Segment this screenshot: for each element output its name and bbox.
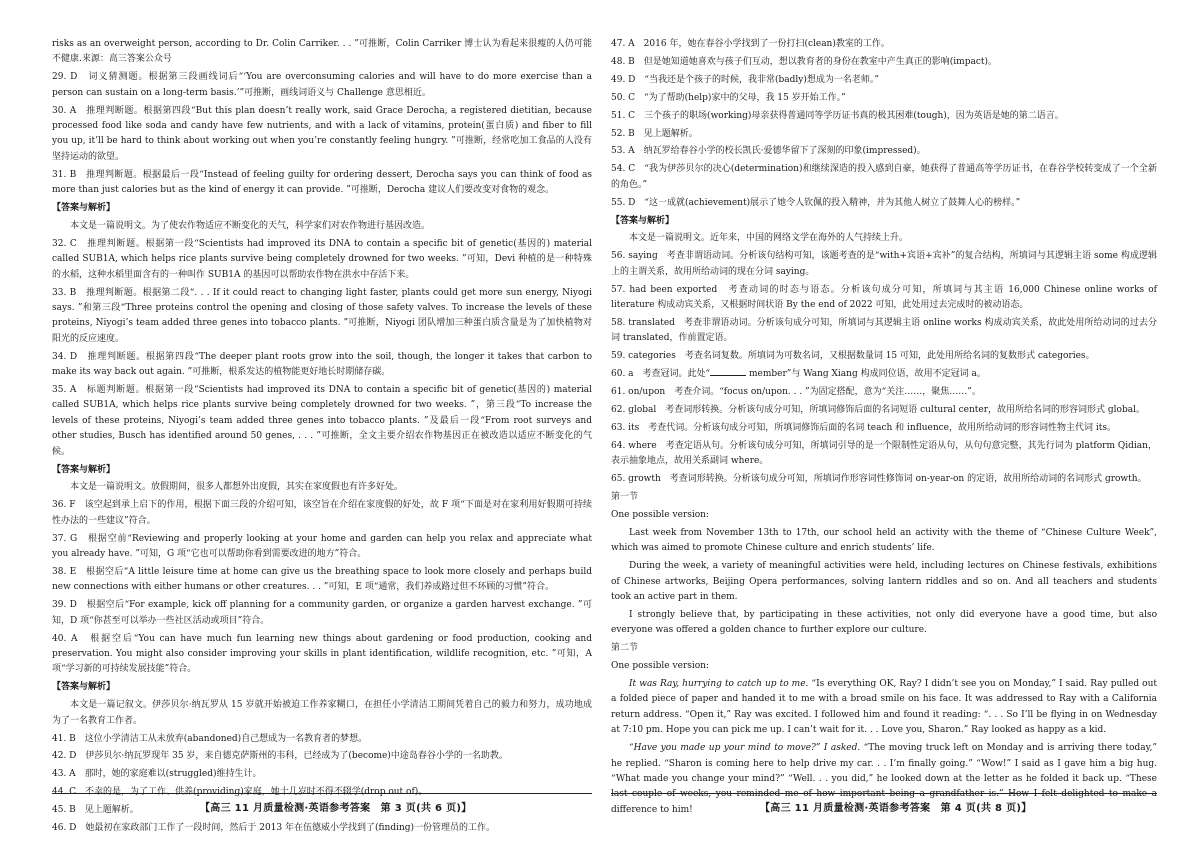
- right-footer-rule: [611, 793, 1157, 794]
- answer-paragraph: 本文是一篇说明文。为了使农作物适应不断变化的天气，科学家们对农作物进行基因改造。: [70, 220, 431, 231]
- answer-paragraph: 58. translated 考查非谓语动词。分析该句成分可知，所填词与其逻辑主语 online works 构成动宾关系，故此处用所给动词的过去分词 translated，作前置定语。: [611, 318, 1157, 344]
- answer-paragraph: 52. B 见上题解析。: [611, 128, 698, 139]
- answer-paragraph: 第一节: [611, 492, 639, 503]
- answer-paragraph: 61. on/upon 考查介词。“focus on/upon. . . ”为固定搭配，意为“关注……，聚焦……”。: [611, 387, 981, 398]
- answer-paragraph: 53. A 纳瓦罗给春谷小学的校长凯氏·爱德华留下了深刻的印象(impressed)。: [611, 146, 926, 157]
- answer-paragraph: 39. D 根据空后“For example, kick off planning for a community garden, or organize a garden harvest exchange. ”可知，D 项“你甚至可以举办一些社区活动或项目”符合。: [52, 600, 592, 626]
- section-heading: 【答案与解析】: [52, 682, 116, 693]
- answer-paragraph: 35. A 标题判断题。根据第一段“Scientists had improved its DNA to contain a specific bit of genetic(基因的) material called SUB1A, which helps rice plants survive being completely drowned for two weeks. ”，第三段“To increase the levels of these proteins, Niyogi’s team added three genes into tobacco plants. ”及最后一段“From root surveys and other studies, Busch has identified around 50 genes, . . . ”可推断，全文主要介绍农作物基因正在被改造以适应不断变化的气候。: [52, 385, 592, 457]
- answer-paragraph: 44. C 不幸的是，为了工作、供养(providing)家庭，她十几岁时不得不辍学(drop out of)。: [52, 787, 428, 798]
- answer-paragraph: 56. saying 考查非谓语动词。分析该句结构可知，该题考查的是“with+宾语+宾补”的复合结构，所填词与其逻辑主语 some 构成逻辑上的主谓关系，故用所给动词的现在分词 saying。: [611, 251, 1157, 277]
- answer-paragraph: 65. growth 考查词形转换。分析该句成分可知，所填词作形容词性修饰词 on-year-on 的定语，故用所给动词的名词形式 growth。: [611, 474, 1147, 485]
- footer-left: 【高三 11 月质量检测·英语参考答案 第 3 页(共 6 页)】: [200, 803, 472, 814]
- answer-paragraph: 32. C 推理判断题。根据第一段“Scientists had improved its DNA to contain a specific bit of genetic(基因的) material called SUB1A, which helps rice plants survive being completely drowned for two weeks. ”可知，Devi 种植的是一种特殊的水稻，这种水稻里面含有的一种叫作 SUB1A 的基因可以帮助农作物在洪水中存活下来。: [52, 238, 592, 280]
- section-heading: 【答案与解析】: [611, 215, 675, 226]
- answer-paragraph: 57. had been exported 考查动词的时态与语态。分析该句成分可知，所填词与其主语 16,000 Chinese online works of literature 构成动宾关系，又根据时间状语 By the end of 2022 可知，此处用过去完成时的被动语态。: [611, 284, 1157, 311]
- answer-paragraph: [611, 677, 1157, 739]
- answer-paragraph: 45. B 见上题解析。: [52, 805, 139, 816]
- answer-paragraph: 59. categories 考查名词复数。所填词为可数名词，又根据数量词 15 可知，此处用所给名词的复数形式 categories。: [611, 351, 1095, 362]
- right-column: [611, 37, 1157, 821]
- answer-paragraph: risks as an overweight person, according to Dr. Colin Carriker. . . ”可推断，Colin Carriker 博士认为看起来很瘦的人仍可能不健康.来源：高三答案公众号: [52, 39, 592, 65]
- answer-paragraph: One possible version:: [611, 509, 709, 520]
- answer-paragraph: During the week, a variety of meaningful activities were held, including lectures on Chinese festivals, exhibitions of Chinese artworks, Beijing Opera performances, solving lantern riddles and so on. And all teachers and students took an active part in them.: [611, 561, 1157, 602]
- answer-paragraph: 本文是一篇说明文。放假期间，很多人都想外出度假，其实在家度假也有许多好处。: [70, 482, 404, 493]
- answer-paragraph: 51. C 三个孩子的职场(working)母亲获得普通同等学历证书真的极其困难(tough)，因为英语是她的第二语言。: [611, 110, 1064, 121]
- answer-paragraph: 64. where 考查定语从句。分析该句成分可知，所填词引导的是一个限制性定语从句，从句句意完整，其先行词为 platform Qidian，表示抽象地点，故用关系副词 where。: [611, 440, 1157, 467]
- answer-paragraph: 41. B 这位小学清洁工从未放弃(abandoned)自己想成为一名教育者的梦想。: [52, 733, 368, 744]
- section-heading: 【答案与解析】: [52, 203, 116, 214]
- answer-paragraph: 55. D “这一成就(achievement)展示了她令人钦佩的投入精神，并为其他人树立了鼓舞人心的榜样。”: [611, 197, 1021, 208]
- answer-paragraph: 62. global 考查词形转换。分析该句成分可知，所填词修饰后面的名词短语 cultural center，故用所给名词的形容词形式 global。: [611, 405, 1145, 416]
- answer-paragraph: 46. D 她最初在家政部门工作了一段时间，然后于 2013 年在伍德威小学找到了(finding)一份管理员的工作。: [52, 823, 496, 834]
- answer-paragraph: 38. E 根据空后“A little leisure time at home can give us the breathing space to look more closely and perhaps build new connections with either humans or other creatures. . . ”可知，E 项“通常，我们养成路过但不环顾的习惯”符合。: [52, 567, 592, 593]
- answer-paragraph: 30. A 推理判断题。根据第四段“But this plan doesn’t really work, said Grace Derocha, a registered dietitian, because processed food like soda and candy have few nutrients, and with a lack of vitamins, protein(蛋白质) and fiber to fill you up, it’ll be hard to think about working out when you’re constantly feeling hungry. ”可推断，经常吃加工食品的人没有坚持运动的欲望。: [52, 105, 592, 162]
- answer-paragraph: 33. B 推理判断题。根据第二段“. . . If it could react to changing light faster, plants could get more sun energy, Niyogi says. ”和第三段“Three proteins control the opening and closing of those safety valves. To increase the levels of these proteins, Niyogi’s team added three genes into tobacco plants. ”可推断，Niyogi 团队增加三种蛋白质含量是为了加快植物对阳光的反应速度。: [52, 287, 592, 344]
- footer-right: 【高三 11 月质量检测·英语参考答案 第 4 页(共 8 页)】: [760, 803, 1032, 814]
- answer-paragraph: 34. D 推理判断题。根据第四段“The deeper plant roots grow into the soil, though, the longer it takes that carbon to make its way back out again. ”可推断，根系发达的植物能更好地长时期储存碳。: [52, 351, 592, 378]
- fill-in-blank: [710, 367, 746, 376]
- left-footer-rule: [52, 793, 592, 794]
- given-sentence: “Have you made up your mind to move?” I asked.: [629, 743, 861, 754]
- answer-paragraph: 本文是一篇说明文。近年来，中国的网络文学在海外的人气持续上升。: [629, 233, 909, 244]
- answer-paragraph: 第二节: [611, 643, 639, 654]
- answer-paragraph: I strongly believe that, by participating in these activities, not only did everyone have a good time, but also everyone was offered a golden chance to further explore our culture.: [611, 609, 1157, 636]
- answer-paragraph: 40. A 根据空后“You can have much fun learning new things about gardening or food production, cooking and preservation. You might also consider improving your skills in plant identification, wildlife recognition, etc. ”可知，A 项“学习新的可持续发展技能”符合。: [52, 633, 592, 675]
- answer-paragraph: 本文是一篇记叙文。伊莎贝尔·纳瓦罗从 15 岁就开始被迫工作养家糊口，在担任小学清洁工期间凭着自己的毅力和努力，成功地成为了一名教育工作者。: [52, 700, 592, 726]
- section-heading: 【答案与解析】: [52, 464, 116, 475]
- answer-text: “Is everything OK, Ray? I didn’t see you on Monday,” I said. Ray pulled out a folded piece of paper and handed it to me with a broad smile on his face. It was addressed to Ray with a California return address. “Open it,” Ray was excited. I followed him and found it reading: “. . . So I’ll be flying in on Wednesday at 7:10 pm. Hope you can pick me up. I can’t wait for it. . . Love you, Sharon.” Ray looked as happy as a kid.: [611, 679, 1158, 736]
- answer-paragraph: 31. B 推理判断题。根据最后一段“Instead of feeling guilty for ordering dessert, Derocha says you can think of food as more than just calories but as the kind of energy it can provide. ”可推断，Derocha 建议人们要改变对食物的观念。: [52, 169, 592, 196]
- answer-paragraph: 47. A 2016 年，她在春谷小学找到了一份打扫(clean)教室的工作。: [611, 39, 890, 49]
- answer-paragraph: 54. C “我为伊莎贝尔的决心(determination)和继续深造的投入感到自豪，她获得了普通高等学历证书，在春谷学校转变成了一个全新的角色。”: [611, 164, 1157, 190]
- answer-text: 60. a 考查冠词。此处“: [611, 369, 711, 380]
- left-column: [52, 37, 592, 839]
- answer-paragraph: 49. D “当我还是个孩子的时候，我非常(badly)想成为一名老师。”: [611, 74, 879, 85]
- given-sentence: It was Ray, hurrying to catch up to me.: [629, 679, 809, 690]
- answer-paragraph: Last week from November 13th to 17th, our school held an activity with the theme of “Chinese Culture Week”, which was aimed to promote Chinese culture and enrich students’ life.: [611, 527, 1157, 554]
- answer-paragraph: 48. B 但是她知道她喜欢与孩子们互动，想以教育者的身份在教室中产生真正的影响(impact)。: [611, 56, 998, 67]
- answer-paragraph: [611, 367, 1157, 382]
- answer-text: member”与 Wang Xiang 构成同位语，故用不定冠词 a。: [746, 369, 986, 380]
- answer-paragraph: 36. F 该空起到承上启下的作用，根据下面三段的介绍可知，该空旨在介绍在家度假的好处，故 F 项“下面是对在家利用好假期可持续性办法的一些建议”符合。: [52, 500, 592, 526]
- answer-paragraph: 29. D 词义猜测题。根据第三段画线词后“‘You are overconsuming calories and will have to do more exercise than a person can sustain on a long-term basis.’”可推断，画线词语义与 Challenge 意思相近。: [52, 72, 592, 98]
- answer-paragraph: 43. A 那时，她的家庭难以(struggled)维持生计。: [52, 769, 262, 780]
- answer-paragraph: 37. G 根据空前“Reviewing and properly looking at your home and garden can help you relax and appreciate what you already have. ”可知，G 项“它也可以帮助你看到需要改进的地方”符合。: [52, 533, 592, 560]
- answer-paragraph: 42. D 伊莎贝尔·纳瓦罗现年 35 岁，来自德克萨斯州的韦科，已经成为了(become)中途岛春谷小学的一名助教。: [52, 751, 508, 762]
- answer-paragraph: One possible version:: [611, 661, 709, 672]
- answer-paragraph: 50. C “为了帮助(help)家中的父母，我 15 岁开始工作。”: [611, 92, 846, 103]
- answer-text: “The moving truck left on Monday and is arriving there today,” he replied. “Sharon is coming here to help drive my car. . . I’m finally going.” “Wow!” I said as I gave him a big hug. “What made you change your mind?” “Well. . . you did,” he looked down at the letter as he folded it back up. “These last couple of weeks, you reminded me of how important being a grandfather is.” How I felt delighted to make a difference to him!: [611, 743, 1157, 815]
- answer-paragraph: 63. its 考查代词。分析该句成分可知，所填词修饰后面的名词 teach 和 influence，故用所给动词的形容词性物主代词 its。: [611, 422, 1116, 433]
